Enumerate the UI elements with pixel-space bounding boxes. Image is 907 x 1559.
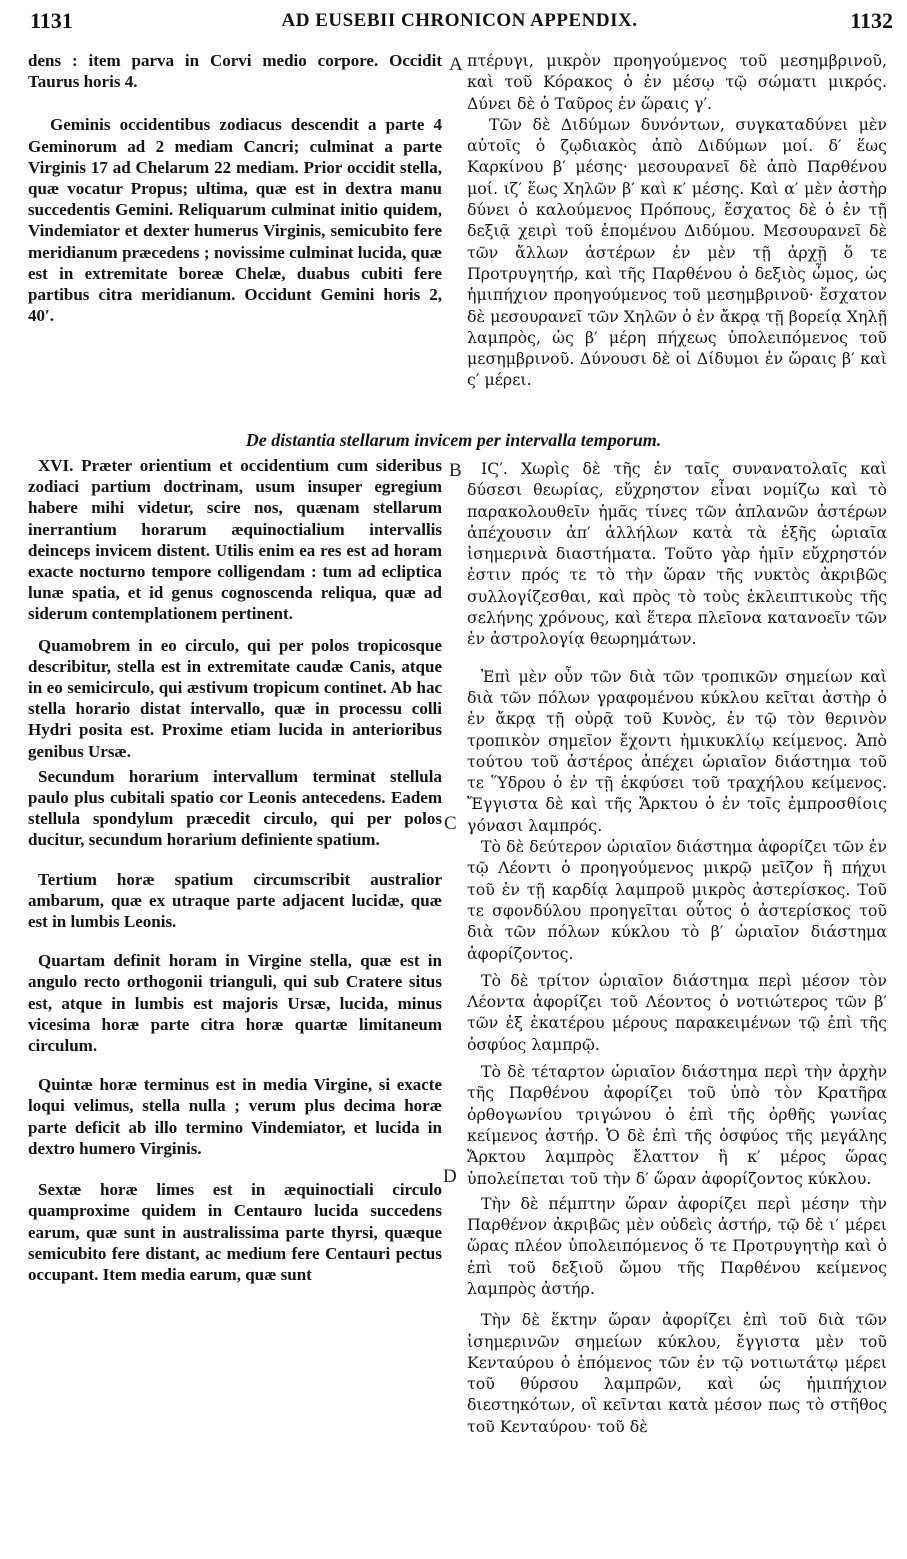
latin-paragraph: XVI. Præter orientium et occidentium cum sideribus zodiaci partium doctrinam, usum insuper egregium habere mihi videtur, scire nos, quænam stellarum inerrantium horarum æquinoctialium intervallis deinceps invicem distent. Utilis enim ea res est ad horam exacte nocturno tempore colligendam : tum ad ecliptica lunæ spatia, et id genus cognoscenda reliqua, quæ ad siderum contemplationem pertinent. (28, 456, 442, 624)
latin-paragraph: Quamobrem in eo circulo, qui per polos tropicosque describitur, stella est in extremitate caudæ Canis, atque in eo semicirculo, qui æstivum tropicum continet. Ab hac stella horario distat intervallo, quæ in processu colli Hydri posita est. Proxime etiam lucida in anterioribus genibus Ursæ. (28, 635, 442, 761)
greek-paragraph: πτέρυγι, μικρὸν προηγούμενος τοῦ μεσημβρινοῦ, καὶ τοῦ Κόρακος ὁ ἐν μέσῳ τῷ σώματι μικρός. Δύνει δὲ ὁ Ταῦρος ἐν ὥραις γ′. (467, 51, 887, 113)
greek-paragraph: ΙϚ′. Χωρὶς δὲ τῆς ἐν ταῖς συνανατολαῖς καὶ δύσεσι θεωρίας, εὔχρηστον εἶναι νομίζω καὶ τὸ παρακολουθεῖν ἡμᾶς τίνες τῶν ἀπλανῶν ἀστέρων ἀπέχουσιν ἀπ′ ἀλλήλων κατὰ τὰ ἑξῆς ὡριαῖα ἰσημερινὰ διαστήματα. Τοῦτο γὰρ ἡμῖν εὔχρηστόν ἐστιν πρός τε τὸ τὴν ὥραν τῆς νυκτὸς ἀκριβῶς συλλογίζεσθαι, καὶ πρὸς τὸ τοὺς ἐκλειπτικοὺς τῆς σελήνης χρόνους, καὶ ἕτερα πλεῖονα κατανοεῖν τῶν ἐν ἀστρολογίᾳ θεωρημάτων. (467, 459, 887, 649)
latin-paragraph: Secundum horarium intervallum terminat stellula paulo plus cubitali spatio cor Leonis antecedens. Eadem stellula spondylum præcedit circulo, qui per polos ducitur, secundum horarium definiente spatium. (28, 766, 442, 850)
latin-column-bottom (28, 455, 442, 1285)
latin-paragraph: Geminis occidentibus zodiacus descendit a parte 4 Geminorum ad 2 mediam Cancri; culminat a parte Virginis 17 ad Chelarum 22 mediam. Prior occidit stella, quæ vocatur Propus; ultima, quæ est in dextra manu succedentis Gemini. Reliquarum culminat initio quidem, Vindemiator et dexter humerus Virginis, semicubito fere meridianum præcedens ; novissime culminat lucida, quæ est in extremitate boreæ Chelæ, duabus cubiti fere partibus citra meridianum. Occidunt Gemini horis 2, 40′. (28, 115, 442, 326)
greek-paragraph: Τὸ δὲ τέταρτον ὡριαῖον διάστημα περὶ τὴν ἀρχὴν τῆς Παρθένου ἀφορίζει τοῦ ὑπὸ τὸν Κρατῆρα ὀρθογωνίου τριγώνου ὁ ἐπὶ τῆς ὀρθῆς γωνίας κείμενος ἀστήρ. Ὁ δὲ ἐπὶ τῆς ὀσφύος τῆς μεγάλης Ἄρκτου λαμπρὸς ἔλαττον ἢ κ′ μέρος ὥρας ὑπολείπεται τοῦ τὴν δ′ ὥραν ἀφορίζοντος κύκλου. (467, 1062, 887, 1188)
latin-paragraph: Quartam definit horam in Virgine stella, quæ est in angulo recto orthogonii trianguli, qui sub Cratere situs est, atque in lumbis est majoris Ursæ, lucida, minus vicesima horæ parte citra horæ quartæ limitaneum circulum. (28, 951, 442, 1056)
latin-paragraph: Quintæ horæ terminus est in media Virgine, si exacte loqui velimus, stella nulla ; verum plus decima horæ parte deficit ab illo termino Vindemiator, et lucida in dextro humero Virginis. (28, 1075, 442, 1158)
latin-paragraph: Tertium horæ spatium circumscribit australior ambarum, quæ ex utraque parte adjacent lucidæ, quæ est in lumbis Leonis. (28, 869, 442, 932)
latin-paragraph: Sextæ horæ limes est in æquinoctiali circulo quamproxime quidem in Centauro lucida succedens earum, quæ sunt in australissima parte thyrsi, quæque semicubito fere distant, ac medium fere Centauri pectus occupant. Item media earum, quæ sunt (28, 1180, 442, 1284)
page-number-right: 1132 (850, 8, 893, 33)
page-number-left: 1131 (30, 8, 73, 33)
greek-paragraph: Τὴν δὲ ἕκτην ὥραν ἀφορίζει ἐπὶ τοῦ διὰ τῶν ἰσημερινῶν σημείων κύκλου, ἔγγιστα μὲν τοῦ Κενταύρου ὁ ἑπόμενος τῶν ἐν τῷ νοτιωτάτῳ μέρει τοῦ θύρσου λαμπρῶν, καὶ ὡς ἡμιπήχιον διεστηκότων, οἳ κεῖνται κατὰ μέσον πως τὸ στῆθος τοῦ Κενταύρου· τοῦ δὲ (467, 1310, 887, 1436)
greek-paragraph: Τὴν δὲ πέμπτην ὥραν ἀφορίζει περὶ μέσην τὴν Παρθένον ἀκριβῶς μὲν οὐδεὶς ἀστήρ, τῷ δὲ ι′ μέρει ὥρας πλέον ὑπολειπόμενος ὅ τε Προτρυγητὴρ καὶ ὁ ἐπὶ τοῦ δεξιοῦ ὤμου τῆς Παρθένου κείμενος λαμπρὸς ἀστήρ. (467, 1193, 887, 1298)
margin-letter-c: C (444, 813, 457, 834)
greek-column-bottom (467, 458, 887, 1437)
running-header (22, 6, 897, 36)
greek-paragraph: Τῶν δὲ Διδύμων δυνόντων, συγκαταδύνει μὲν αὐτοῖς ὁ ζῳδιακὸς ἀπὸ Διδύμων μοί. δ′ ἕως Καρκίνου β′ μέσης· μεσουρανεῖ δὲ ἀπὸ Παρθένου μοί. ιζ′ ἕως Χηλῶν β′ καὶ κ′ μέσης. Καὶ α′ μὲν ἀστὴρ δύνει ὁ καλούμενος Πρόπους, ἔσχατος δὲ ὁ ἐν τῇ δεξιᾷ χειρὶ τοῦ ἑπομένου Διδύμου. Μεσουρανεῖ δὲ τῶν ἄλλων ἀστέρων ἐν μὲν τῇ ἀρχῇ ὅ τε Προτρυγητήρ, καὶ τῆς Παρθένου ὁ δεξιὸς ὦμος, ὡς ἡμιπήχιον προηγούμενος τοῦ μεσημβρινοῦ· ἔσχατον δὲ μεσουρανεῖ τῶν Χηλῶν ὁ ἐν ἄκρᾳ τῇ βορείᾳ Χηλῇ λαμπρὸς, ὡς β′ μέρη πήχεως ὑπολειπόμενος τοῦ μεσημβρινοῦ. Δύνουσι δὲ οἱ Δίδυμοι ἐν ὥραις β′ καὶ ς′ μέρει. (467, 114, 887, 390)
section-heading: De distantia stellarum invicem per intervalla temporum. (245, 430, 662, 450)
greek-paragraph: Τὸ δὲ τρίτον ὡριαῖον διάστημα περὶ μέσον τὸν Λέοντα ἀφορίζει τοῦ Λέοντος ὁ νοτιώτερος τῶν β′ τῶν ἐξ ἑκατέρου μέρους παρακειμένων τῷ ἐπὶ τῆς ὀσφύος λαμπρῷ. (467, 970, 887, 1054)
margin-letter-d: D (443, 1166, 457, 1187)
greek-column-top (467, 50, 887, 391)
running-title: AD EUSEBII CHRONICON APPENDIX. (281, 10, 638, 31)
margin-letter-b: B (449, 460, 462, 481)
latin-paragraph: dens : item parva in Corvi medio corpore. Occidit Taurus horis 4. (28, 51, 442, 92)
greek-paragraph: Τὸ δὲ δεύτερον ὡριαῖον διάστημα ἀφορίζει τῶν ἐν τῷ Λέοντι ὁ προηγούμενος μικρῷ μεῖζον ἢ πήχυι τοῦ ἐν τῇ καρδίᾳ λαμπροῦ μικρὸς ἀστερίσκος. Τοῦ τε σφονδύλου προηγεῖται οὗτος ὁ ἀστερίσκος τοῦ διὰ τῶν πόλων κύκλου τὸ β′ ὡριαῖον διάστημα ἀφορίζοντος. (467, 837, 887, 963)
margin-letter-a: A (449, 54, 463, 75)
latin-column-top (28, 50, 442, 326)
greek-paragraph: Ἐπὶ μὲν οὖν τῶν διὰ τῶν τροπικῶν σημείων καὶ διὰ τῶν πόλων γραφομένου κύκλου κεῖται ἀστὴρ ὁ ἐν ἄκρᾳ τῇ οὐρᾷ τοῦ Κυνὸς, ἐν τῷ τὸν θερινὸν τροπικὸν σημεῖον ἔχοντι ἡμικυκλίῳ κείμενος. Ἀπὸ τούτου τοῦ ἀστέρος ἀπέχει ὡριαῖον διάστημα τοῦ τε Ὕδρου ὁ ἐν τῇ ἐκφύσει τοῦ τραχήλου κείμενος. Ἔγγιστα δὲ καὶ τῆς Ἄρκτου ὁ ἐν τοῖς ἐμπροσθίοις γόνασι λαμπρός. (467, 666, 887, 835)
